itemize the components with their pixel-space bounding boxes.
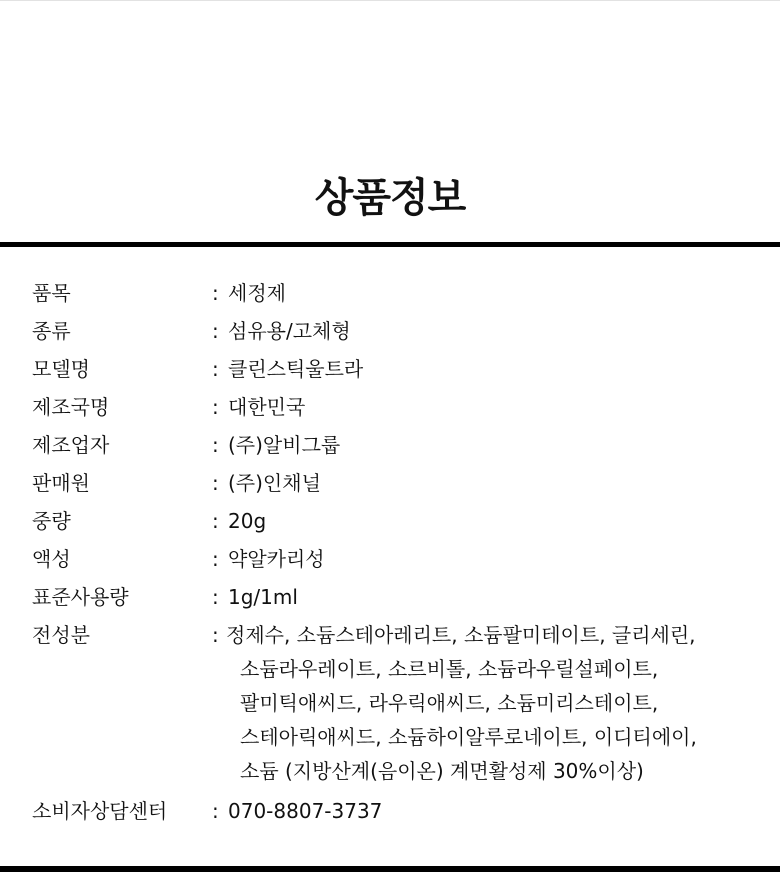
row-separator: : [212, 471, 219, 495]
row-label: 종류 [32, 319, 71, 343]
row-separator: : [212, 319, 219, 343]
info-row-model [32, 356, 772, 382]
row-value: 1g/1ml [228, 585, 298, 609]
contact-phone: 070-8807-3737 [228, 799, 383, 823]
row-separator: : [212, 623, 219, 647]
row-label: 제조업자 [32, 433, 110, 457]
row-label: 전성분 [32, 623, 90, 647]
row-value: (주)인채널 [228, 471, 321, 495]
row-separator: : [212, 509, 219, 533]
ingredients-line: 소듐 (지방산계(음이온) 계면활성제 30%이상) [240, 759, 644, 783]
footer-divider [0, 866, 780, 872]
row-separator: : [212, 585, 219, 609]
row-label: 품목 [32, 281, 71, 305]
info-row-seller [32, 470, 772, 496]
row-label: 액성 [32, 547, 71, 571]
info-row-ph [32, 546, 772, 572]
ingredients-line: 정제수, 소듐스테아레리트, 소듐팔미테이트, 글리세린, [226, 623, 696, 647]
row-value: (주)알비그룹 [228, 433, 341, 457]
product-info-table [32, 280, 772, 836]
row-label: 제조국명 [32, 395, 110, 419]
info-row-manufacturer [32, 432, 772, 458]
row-label: 소비자상담센터 [32, 799, 168, 823]
row-separator: : [212, 547, 219, 571]
row-value: 약알카리성 [228, 547, 325, 571]
ingredients-list [226, 622, 697, 784]
info-row-item [32, 280, 772, 306]
row-separator: : [212, 281, 219, 305]
row-label: 모델명 [32, 357, 90, 381]
info-row-usage [32, 584, 772, 610]
info-row-country [32, 394, 772, 420]
ingredients-line: 스테아릭애씨드, 소듐하이알루로네이트, 이디티에이, [240, 725, 697, 749]
info-row-type [32, 318, 772, 344]
page-title: 상품정보 [314, 175, 466, 221]
row-value: 20g [228, 509, 267, 533]
row-separator: : [212, 433, 219, 457]
row-value: 대한민국 [228, 395, 306, 419]
info-row-weight [32, 508, 772, 534]
row-value: 클린스틱울트라 [228, 357, 364, 381]
info-row-ingredients [32, 622, 772, 784]
top-divider [0, 0, 780, 1]
row-separator: : [212, 799, 219, 823]
row-separator: : [212, 357, 219, 381]
ingredients-line: 팔미틱애씨드, 라우릭애씨드, 소듐미리스테이트, [240, 691, 659, 715]
row-label: 표준사용량 [32, 585, 129, 609]
row-value: 섬유용/고체형 [228, 319, 351, 343]
ingredients-line: 소듐라우레이트, 소르비톨, 소듐라우릴설페이트, [240, 657, 659, 681]
info-row-contact [32, 798, 772, 824]
row-label: 중량 [32, 509, 71, 533]
row-value: 세정제 [228, 281, 286, 305]
header-divider [0, 242, 780, 247]
row-separator: : [212, 395, 219, 419]
row-label: 판매원 [32, 471, 90, 495]
